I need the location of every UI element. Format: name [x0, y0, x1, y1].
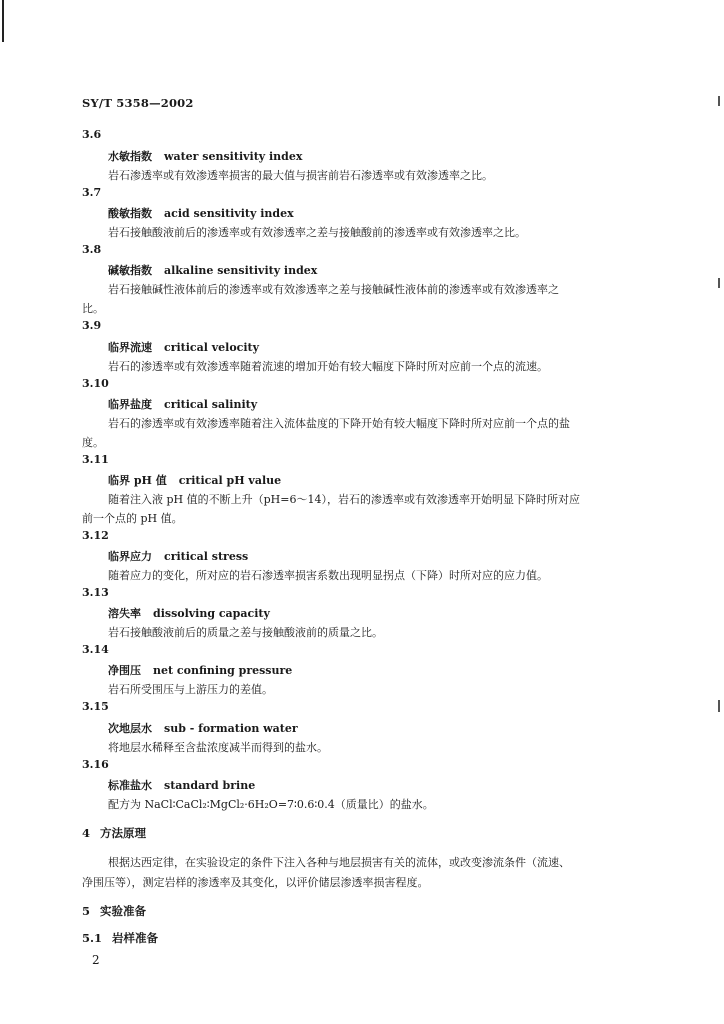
term-definition: 岩石所受围压与上游压力的差值。: [108, 683, 273, 696]
term-definition-continued: 度。: [82, 436, 104, 449]
term-definition: 岩石的渗透率或有效渗透率随着注入流体盐度的下降开始有较大幅度下降时所对应前一个点的盐: [108, 417, 570, 430]
term-title: 临界 pH 值 critical pH value: [108, 474, 282, 487]
section-heading: 4 方法原理: [82, 826, 147, 840]
section-number: 3.14: [82, 643, 109, 656]
term-title: 临界应力 critical stress: [108, 550, 249, 563]
term-definition: 岩石接触酸液前后的渗透率或有效渗透率之差与接触酸前的渗透率或有效渗透率之比。: [108, 226, 526, 239]
term-definition-continued: 比。: [82, 302, 104, 315]
term-definition-continued: 前一个点的 pH 值。: [82, 512, 183, 525]
scan-mark: [718, 96, 720, 106]
section-number: 3.13: [82, 586, 109, 599]
section-number: 3.11: [82, 453, 109, 466]
section-number: 3.6: [82, 128, 102, 141]
section-number: 3.7: [82, 186, 102, 199]
scan-mark: [718, 278, 720, 288]
section-number: 3.10: [82, 377, 109, 390]
term-title: 净围压 net confining pressure: [108, 664, 293, 677]
section-number: 3.8: [82, 243, 102, 256]
scan-mark: [718, 700, 720, 712]
term-title: 酸敏指数 acid sensitivity index: [108, 207, 294, 220]
term-title: 次地层水 sub - formation water: [108, 722, 298, 735]
subsection-heading: 5.1 岩样准备: [82, 931, 159, 945]
section-paragraph-continued: 净围压等），测定岩样的渗透率及其变化，以评价储层渗透率损害程度。: [82, 876, 429, 889]
section-number: 3.12: [82, 529, 109, 542]
term-title: 标准盐水 standard brine: [108, 779, 256, 792]
term-definition: 岩石接触酸液前后的质量之差与接触酸液前的质量之比。: [108, 626, 383, 639]
term-definition: 将地层水稀释至含盐浓度减半而得到的盐水。: [108, 741, 328, 754]
section-number: 3.9: [82, 319, 102, 332]
term-title: 临界盐度 critical salinity: [108, 398, 258, 411]
section-number: 3.15: [82, 700, 109, 713]
term-definition: 岩石渗透率或有效渗透率损害的最大值与损害前岩石渗透率或有效渗透率之比。: [108, 169, 493, 182]
term-definition: 岩石接触碱性液体前后的渗透率或有效渗透率之差与接触碱性液体前的渗透率或有效渗透率之: [108, 283, 559, 296]
section-paragraph: 根据达西定律，在实验设定的条件下注入各种与地层损害有关的流体，或改变渗流条件（流速、: [108, 856, 570, 869]
term-title: 碱敏指数 alkaline sensitivity index: [108, 264, 318, 277]
term-definition: 随着注入液 pH 值的不断上升（pH=6～14），岩石的渗透率或有效渗透率开始明显下降时所对应: [108, 493, 580, 506]
term-title: 临界流速 critical velocity: [108, 341, 260, 354]
document-code: SY/T 5358—2002: [82, 96, 194, 110]
section-number: 3.16: [82, 758, 109, 771]
section-heading: 5 实验准备: [82, 904, 147, 918]
term-definition: 岩石的渗透率或有效渗透率随着流速的增加开始有较大幅度下降时所对应前一个点的流速。: [108, 360, 548, 373]
term-title: 水敏指数 water sensitivity index: [108, 150, 303, 163]
term-definition: 配方为 NaCl∶CaCl₂∶MgCl₂·6H₂O=7∶0.6∶0.4（质量比）的盐水。: [108, 798, 434, 811]
scan-edge-left: [2, 0, 4, 42]
page-number: 2: [92, 953, 100, 967]
term-title: 溶失率 dissolving capacity: [108, 607, 270, 620]
term-definition: 随着应力的变化，所对应的岩石渗透率损害系数出现明显拐点（下降）时所对应的应力值。: [108, 569, 548, 582]
